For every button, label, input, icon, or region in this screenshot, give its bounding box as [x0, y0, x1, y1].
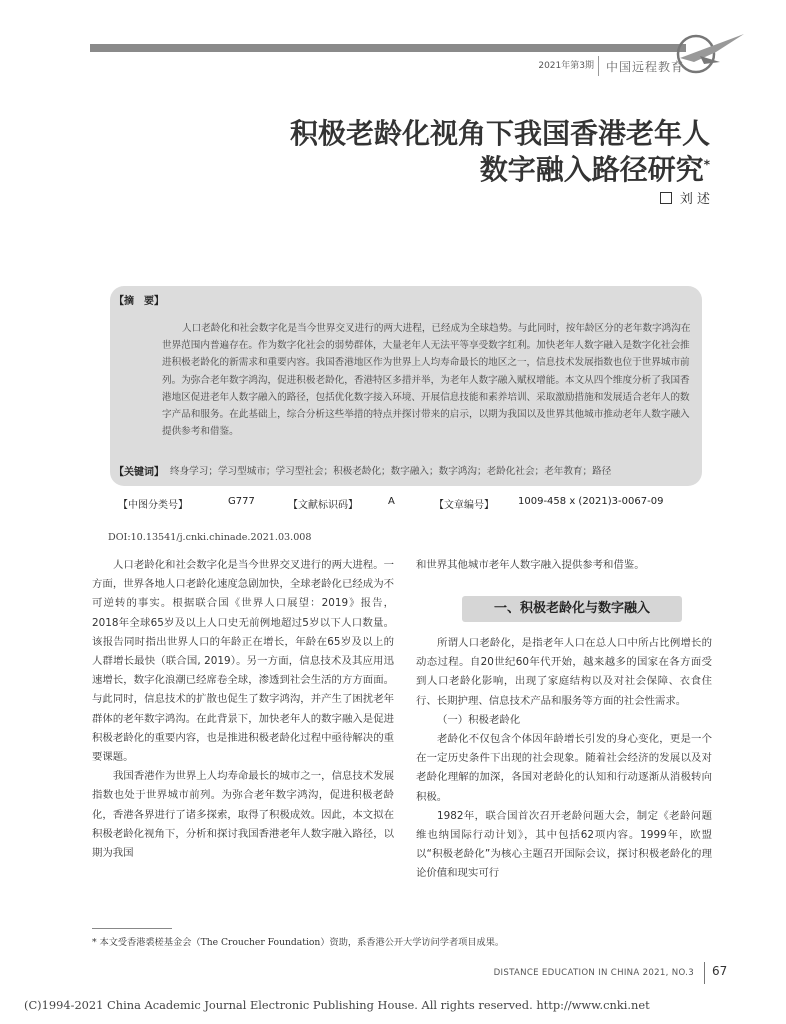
author-box-icon: [660, 192, 672, 204]
footnote: * 本文受香港裘槎基金会（The Croucher Foundation）资助，系香港公开大学访问学者项目成果。: [92, 937, 505, 948]
article-title-line1: 积极老龄化视角下我国香港老年人: [289, 117, 710, 150]
article-title-line2: [300, 148, 710, 188]
header-divider: [598, 56, 599, 76]
article-no-value: 1009-458 x (2021)3-0067-09: [518, 496, 664, 507]
subsection-heading: （一）积极老龄化: [437, 713, 521, 726]
body-paragraph: 人口老龄化和社会数字化是当今世界交叉进行的两大进程。一方面，世界各地人口老龄化速度急剧加快，全球老龄化已经成为不可逆转的事实。根据联合国《世界人口展望：2019》报告，2018年全球65岁及以上人口史无前例地超过5岁以下人口数量。该报告同时指出世界人口的年龄正在增长，年龄在65岁及以上的人群增长最快（联合国, 2019）。另一方面，信息技术及其应用迅速增长，数字化浪潮已经席卷全球，渗透到社会生活的方方面面。与此同时，信息技术的扩散也促生了数字鸿沟，并产生了困扰老年群体的老年数字鸿沟。在此背景下，加快老年人的数字融入是促进积极老龄化的重要内容，也是推进积极老龄化过程中亟待解决的重要课题。: [92, 559, 394, 764]
author-name: 刘 述: [679, 192, 710, 207]
page-number: 67: [712, 964, 728, 978]
article-title-text: 数字融入路径研究: [479, 153, 704, 186]
abstract-text: 人口老龄化和社会数字化是当今世界交叉进行的两大进程，已经成为全球趋势。与此同时，按年龄区分的老年数字鸿沟在世界范围内普遍存在。作为数字化社会的弱势群体，大量老年人无法平等享受数字红利。加快老年人数字融入是数字化社会推进积极老龄化的新需求和重要内容。我国香港地区作为世界上人均寿命最长的地区之一，信息技术发展指数也位于世界城市前列。为弥合老年数字鸿沟，促进积极老龄化，香港特区多措并举，为老年人数字融入赋权增能。本文从四个维度分析了我国香港地区促进老年人数字融入的路径，包括优化数字接入环境、开展信息技能和素养培训、采取激励措施和发展适合老年人的数字产品和服务。在此基础上，综合分析这些举措的特点并探讨带来的启示，以期为我国以及世界其他城市推动老年人数字融入提供参考和借鉴。: [162, 323, 691, 438]
body-left-column: [92, 556, 394, 863]
section-heading: 一、积极老龄化与数字融入: [462, 596, 682, 622]
journal-name: 中国远程教育: [606, 60, 685, 74]
clc-label: 【中图分类号】: [118, 500, 188, 511]
article-no-label: 【文章编号】: [434, 500, 494, 511]
doc-code-label: 【文献标识码】: [288, 500, 358, 511]
title-note-mark: *: [703, 157, 710, 172]
body-paragraph: 我国香港作为世界上人均寿命最长的城市之一，信息技术发展指数也处于世界城市前列。为弥合老年数字鸿沟，促进积极老龄化，香港各界进行了诸多探索，取得了积极成效。因此，本文拟在积极老龄化视角下，分析和探讨我国香港老年人数字融入路径，以期为我国: [92, 770, 394, 860]
keywords-text: 终身学习；学习型城市；学习型社会；积极老龄化；数字融入；数字鸿沟；老龄化社会；老年教育；路径: [170, 466, 612, 477]
abstract-label: 【摘 要】: [114, 296, 164, 307]
body-paragraph: 老龄化不仅包含个体因年龄增长引发的身心变化，更是一个在一定历史条件下出现的社会现象。随着社会经济的发展以及对老龄化理解的加深，各国对老龄化的认知和行动逐渐从消极转向积极。: [416, 733, 712, 803]
doi: DOI:10.13541/j.cnki.chinade.2021.03.008: [108, 532, 312, 543]
footer-divider: [704, 962, 705, 984]
footer-journal: DISTANCE EDUCATION IN CHINA 2021, NO.3: [493, 968, 694, 978]
body-paragraph: 1982年，联合国首次召开老龄问题大会，制定《老龄问题维也纳国际行动计划》，其中包括62项内容。1999年，欧盟以“积极老龄化”为核心主题召开国际会议，探讨积极老龄化的理论价值和现实可行: [416, 809, 712, 880]
footnote-divider: [92, 928, 172, 929]
doc-code-value: A: [388, 496, 395, 507]
copyright-notice: (C)1994-2021 China Academic Journal Electronic Publishing House. All rights reserved. http://www.cnki.net: [24, 998, 650, 1012]
issue-label: 2021年第3期: [538, 61, 594, 71]
keywords-label: 【关键词】: [114, 467, 164, 478]
clc-value: G777: [228, 496, 255, 507]
body-right-column: [416, 634, 712, 884]
body-right-continuation: [416, 556, 712, 575]
body-paragraph: 和世界其他城市老年人数字融入提供参考和借鉴。: [416, 559, 645, 571]
author: [560, 188, 710, 207]
body-paragraph: 所谓人口老龄化，是指老年人口在总人口中所占比例增长的动态过程。自20世纪60年代开始，越来越多的国家在各方面受到人口老龄化影响，出现了家庭结构以及对社会保障、衣食住行、长期护理、信息技术产品和服务等方面的社会性需求。: [416, 637, 712, 707]
header-bar: [90, 44, 686, 52]
journal-logo-icon: [660, 28, 750, 78]
